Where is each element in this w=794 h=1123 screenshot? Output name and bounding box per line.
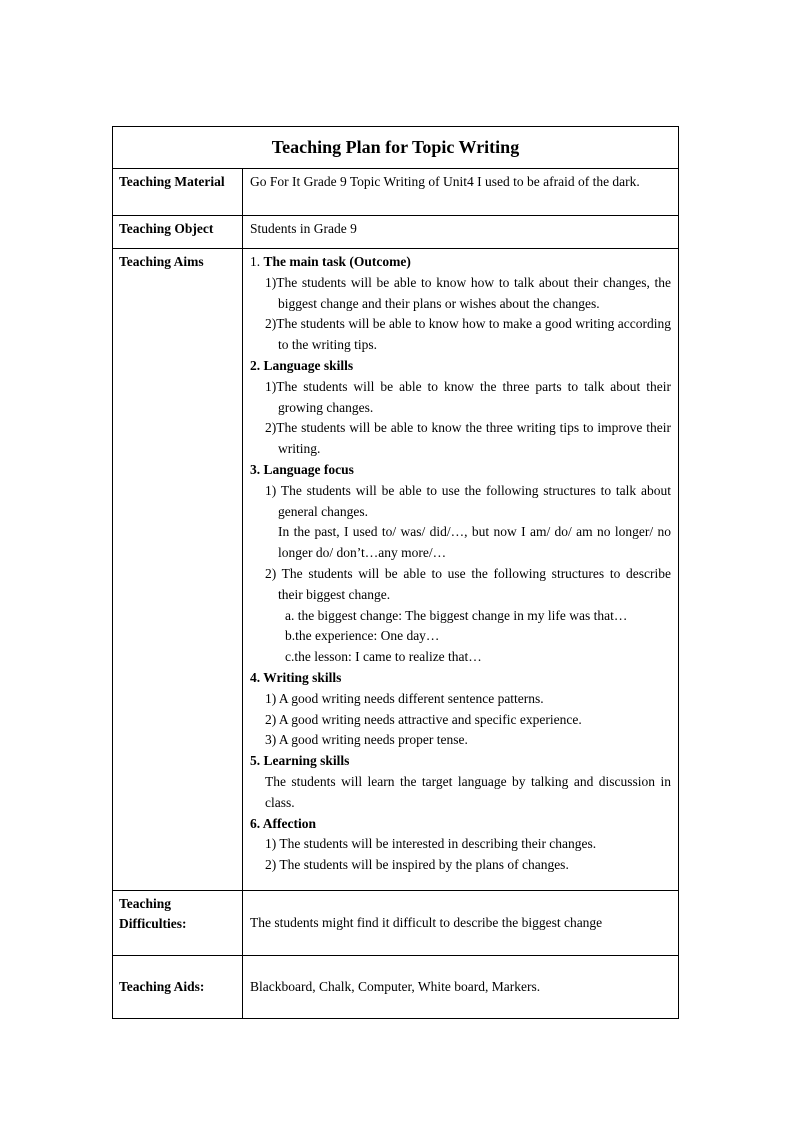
object-row [113,216,679,249]
teaching-plan-table [112,126,679,1019]
material-row [113,169,679,216]
difficulties-value: The students might find it difficult to describe the biggest change [243,891,679,956]
aims-section-3-heading: 3. Language focus [250,461,354,477]
aims-3-item-1-example: In the past, I used to/ was/ did/…, but now I am/ do/ am no longer/ no longer do/ don’t…any more/… [278,524,671,561]
aims-section-6-heading: 6. Affection [250,815,316,831]
material-label: Teaching Material [113,169,243,216]
aims-5-text: The students will learn the target language by talking and discussion in class. [265,773,671,810]
aims-2-item-2: 2)The students will be able to know the three writing tips to improve their writing. [265,420,671,457]
aims-1-item-1: 1)The students will be able to know how to talk about their changes, the biggest change and their plans or wishes about the changes. [265,274,671,311]
aims-3-sub-b: b.the experience: One day… [285,628,440,644]
aims-4-item-2: 2) A good writing needs attractive and specific experience. [265,711,582,727]
difficulties-label-line-2: Difficulties: [119,916,187,931]
aids-label: Teaching Aids: [113,956,243,1019]
aims-3-item-2: 2) The students will be able to use the following structures to describe their biggest change. [265,565,671,602]
difficulties-label-line-1: Teaching [119,896,172,911]
aims-2-item-1: 1)The students will be able to know the three parts to talk about their growing changes. [265,378,671,415]
object-label: Teaching Object [113,216,243,249]
aims-section-1-heading [250,252,671,273]
aims-label: Teaching Aims [113,249,243,891]
aims-4-item-3: 3) A good writing needs proper tense. [265,732,468,748]
aims-section-2-heading: 2. Language skills [250,357,354,373]
aims-3-sub-c: c.the lesson: I came to realize that… [285,649,482,665]
aids-row [113,956,679,1019]
difficulties-row [113,891,679,956]
aims-section-5-heading: 5. Learning skills [250,753,350,769]
aims-value [243,249,679,891]
aims-section-4-heading: 4. Writing skills [250,669,342,685]
aims-3-item-1: 1) The students will be able to use the following structures to talk about general changes. [265,482,671,519]
aims-6-item-2: 2) The students will be inspired by the plans of changes. [265,857,569,873]
aims-section-1-title: The main task (Outcome) [263,254,411,269]
aims-3-sub-a: a. the biggest change: The biggest change in my life was that… [285,607,628,623]
difficulties-label [113,891,243,956]
aims-6-item-1: 1) The students will be interested in describing their changes. [265,836,597,852]
title-row [113,127,679,169]
aims-1-item-2: 2)The students will be able to know how to make a good writing according to the writing tips. [265,316,671,353]
aims-row [113,249,679,891]
aims-section-1-number: 1. [250,254,264,269]
aims-4-item-1: 1) A good writing needs different sentence patterns. [265,690,544,706]
object-value: Students in Grade 9 [243,216,679,249]
document-title: Teaching Plan for Topic Writing [113,127,679,169]
material-value: Go For It Grade 9 Topic Writing of Unit4 I used to be afraid of the dark. [243,169,679,216]
aids-value: Blackboard, Chalk, Computer, White board, Markers. [243,956,679,1019]
